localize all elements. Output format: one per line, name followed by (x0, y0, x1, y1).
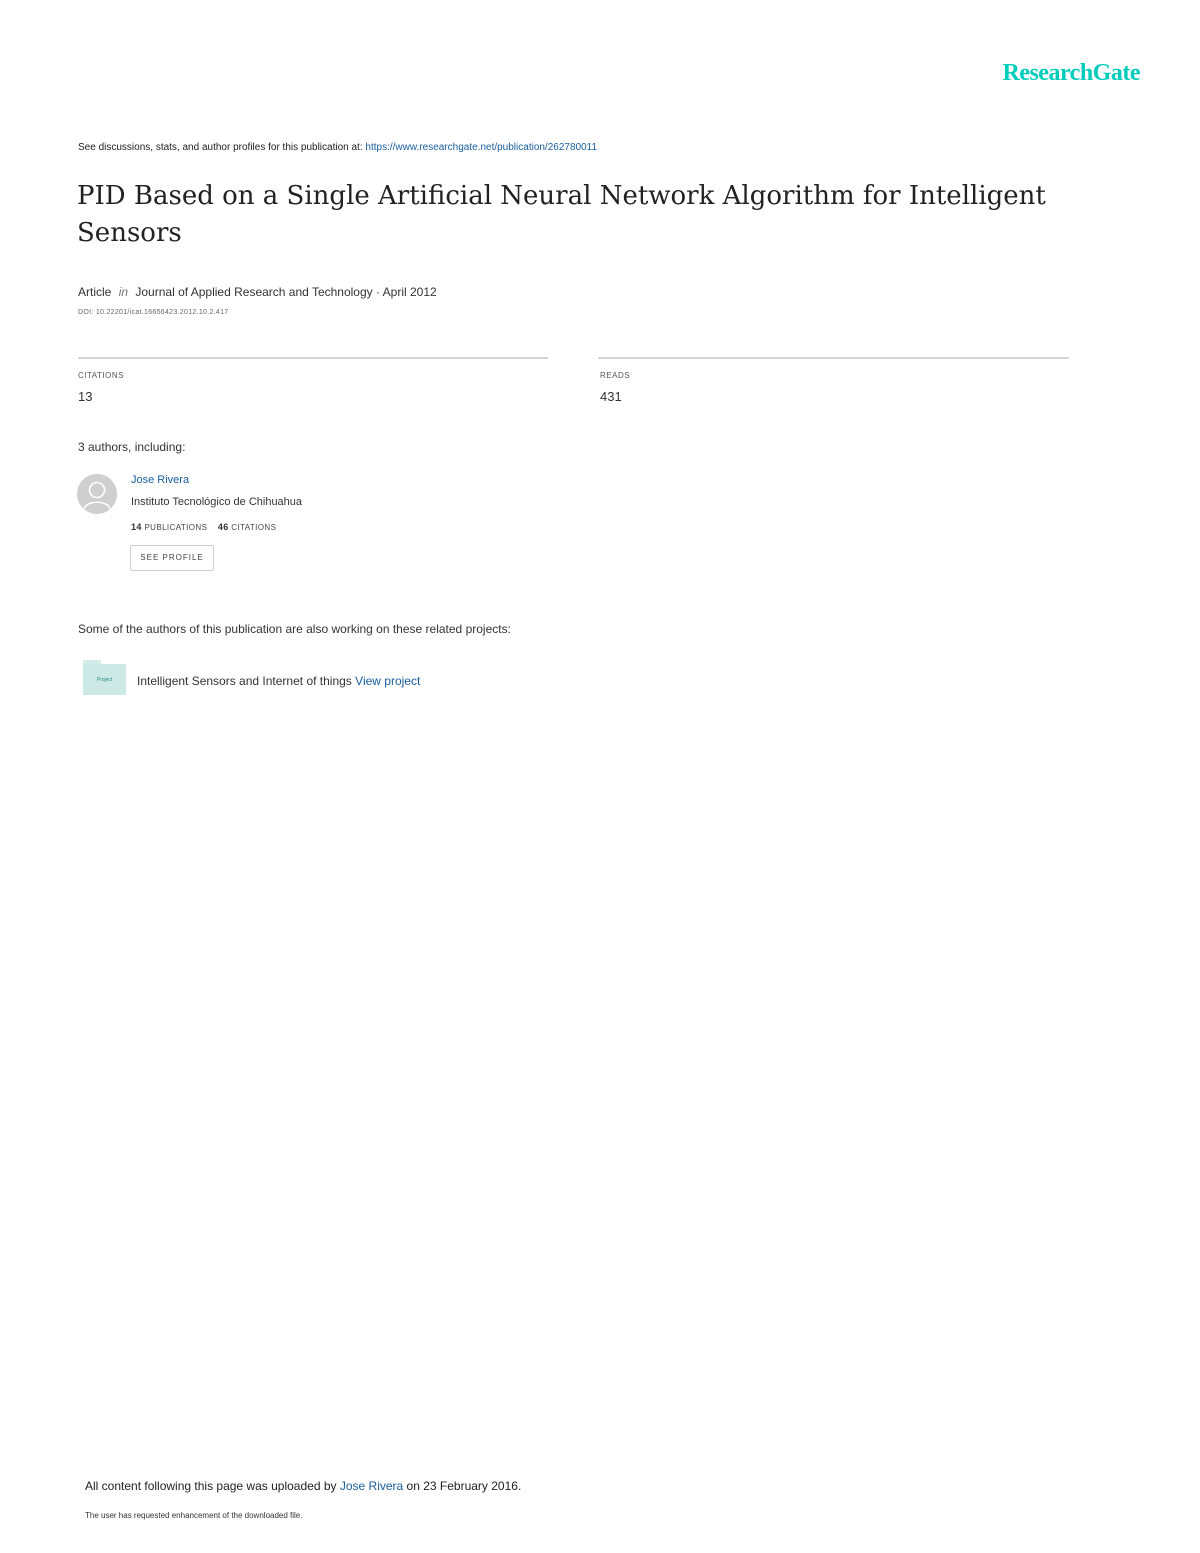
in-label: in (118, 285, 129, 299)
project-folder-icon (83, 660, 126, 695)
reads-label: READS (600, 371, 631, 380)
uploader-link[interactable]: Jose Rivera (339, 1479, 404, 1493)
author-citations-count: 46 (217, 522, 229, 532)
author-publications-count: 14 (131, 522, 142, 532)
publication-url-link[interactable]: https://www.researchgate.net/publication/262780011 (365, 142, 598, 153)
upload-prefix: All content following this page was uploaded by (85, 1479, 340, 1493)
reads-value: 431 (600, 389, 622, 404)
journal-name: Journal of Applied Research and Technology (135, 285, 373, 299)
publication-title: PID Based on a Single Artificial Neural Network Algorithm for Intelligent Sensors (77, 181, 1046, 248)
project-name: Intelligent Sensors and Internet of things (137, 674, 352, 688)
author-institution: Instituto Tecnológico de Chihuahua (131, 496, 303, 508)
date-separator: · (376, 285, 380, 299)
article-meta (78, 285, 437, 299)
citations-label: CITATIONS (78, 371, 124, 380)
upload-info (85, 1479, 521, 1493)
reads-divider (598, 357, 1069, 359)
view-project-link[interactable]: View project (355, 674, 421, 688)
citations-value: 13 (78, 389, 93, 404)
see-discussions-text: See discussions, stats, and author profiles for this publication at: (78, 142, 366, 153)
project-line (137, 674, 420, 688)
related-projects-heading: Some of the authors of this publication are also working on these related projects: (78, 622, 511, 636)
researchgate-logo[interactable]: ResearchGate (1002, 60, 1140, 86)
avatar[interactable] (77, 474, 117, 514)
see-profile-button[interactable]: SEE PROFILE (130, 545, 214, 571)
user-silhouette-icon (77, 474, 117, 514)
author-citations-label: CITATIONS (231, 523, 277, 532)
author-name-link[interactable]: Jose Rivera (131, 474, 190, 486)
doi-text: DOI: 10.22201/icat.16656423.2012.10.2.417 (78, 309, 229, 316)
author-publications-label: PUBLICATIONS (144, 523, 208, 532)
see-discussions-line (78, 142, 597, 153)
project-icon-label: Project (96, 677, 113, 683)
enhancement-note: The user has requested enhancement of the downloaded file. (85, 1511, 303, 1520)
author-stats (131, 522, 276, 532)
citations-divider (78, 357, 548, 359)
upload-suffix: on 23 February 2016. (403, 1479, 522, 1493)
article-type: Article (78, 285, 112, 299)
publication-date: April 2012 (382, 285, 437, 299)
authors-heading: 3 authors, including: (78, 440, 186, 454)
